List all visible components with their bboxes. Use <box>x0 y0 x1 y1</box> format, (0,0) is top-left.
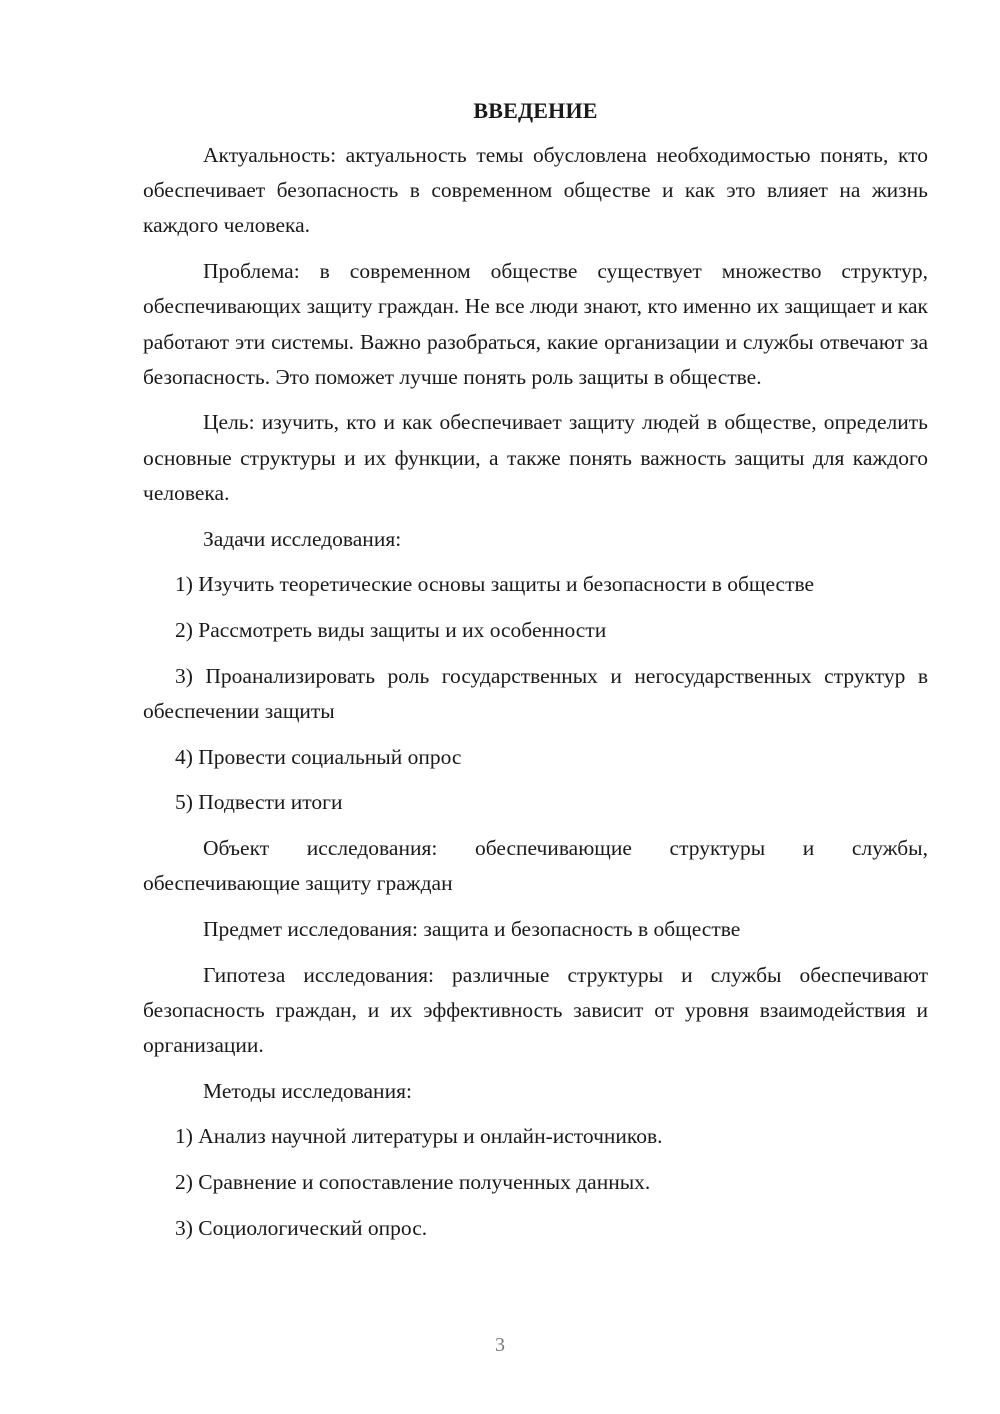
spacer <box>143 947 928 958</box>
task-item-1: 1) Изучить теоретические основы защиты и безопасности в обществе <box>175 572 815 597</box>
spacer <box>143 648 928 659</box>
spacer <box>143 729 928 740</box>
document-page <box>143 94 928 1246</box>
method-item-2: 2) Сравнение и сопоставление полученных данных. <box>175 1170 651 1195</box>
page-number: 3 <box>495 1334 505 1356</box>
relevance-paragraph: Актуальность: актуальность темы обусловлена необходимостью понять, кто обеспечивает безопасность в современном обществе и как это влияет на жизнь каждого человека. <box>143 143 928 238</box>
goal-paragraph: Цель: изучить, кто и как обеспечивает защиту людей в обществе, определить основные структуры и их функции, а также понять важность защиты для каждого человека. <box>143 410 928 505</box>
section-title: ВВЕДЕНИЕ <box>473 98 598 123</box>
spacer <box>143 901 928 912</box>
method-item-1: 1) Анализ научной литературы и онлайн-источников. <box>175 1124 663 1149</box>
task-item-5: 5) Подвести итоги <box>175 790 343 815</box>
task-item-4: 4) Провести социальный опрос <box>175 744 462 769</box>
task-item-3: 3) Проанализировать роль государственных и негосударственных структур в обеспечении защиты <box>143 663 928 723</box>
spacer <box>143 557 928 568</box>
hypothesis-paragraph: Гипотеза исследования: различные структуры и службы обеспечивают безопасность граждан, и их эффективность зависит от уровня взаимодействия и организации. <box>143 962 928 1057</box>
spacer <box>143 820 928 831</box>
spacer <box>143 775 928 786</box>
spacer <box>143 1063 928 1074</box>
spacer <box>143 602 928 613</box>
tasks-heading: Задачи исследования: <box>203 526 402 551</box>
spacer <box>143 395 928 406</box>
methods-heading: Методы исследования: <box>203 1078 412 1103</box>
spacer <box>143 244 928 255</box>
subject-paragraph: Предмет исследования: защита и безопасность в обществе <box>203 916 741 941</box>
spacer <box>143 128 928 138</box>
spacer <box>143 1200 928 1211</box>
spacer <box>143 511 928 522</box>
problem-paragraph: Проблема: в современном обществе существует множество структур, обеспечивающих защиту граждан. Не все люди знают, кто именно их защищает и как работают эти системы. Важно разобраться, какие организации и службы отвечают за безопасность. Это поможет лучше понять роль защиты в обществе. <box>143 259 928 389</box>
spacer <box>143 1155 928 1166</box>
task-item-2: 2) Рассмотреть виды защиты и их особенности <box>175 617 607 642</box>
spacer <box>143 1109 928 1120</box>
object-paragraph: Объект исследования: обеспечивающие структуры и службы, обеспечивающие защиту граждан <box>143 835 928 896</box>
method-item-3: 3) Социологический опрос. <box>175 1215 428 1240</box>
